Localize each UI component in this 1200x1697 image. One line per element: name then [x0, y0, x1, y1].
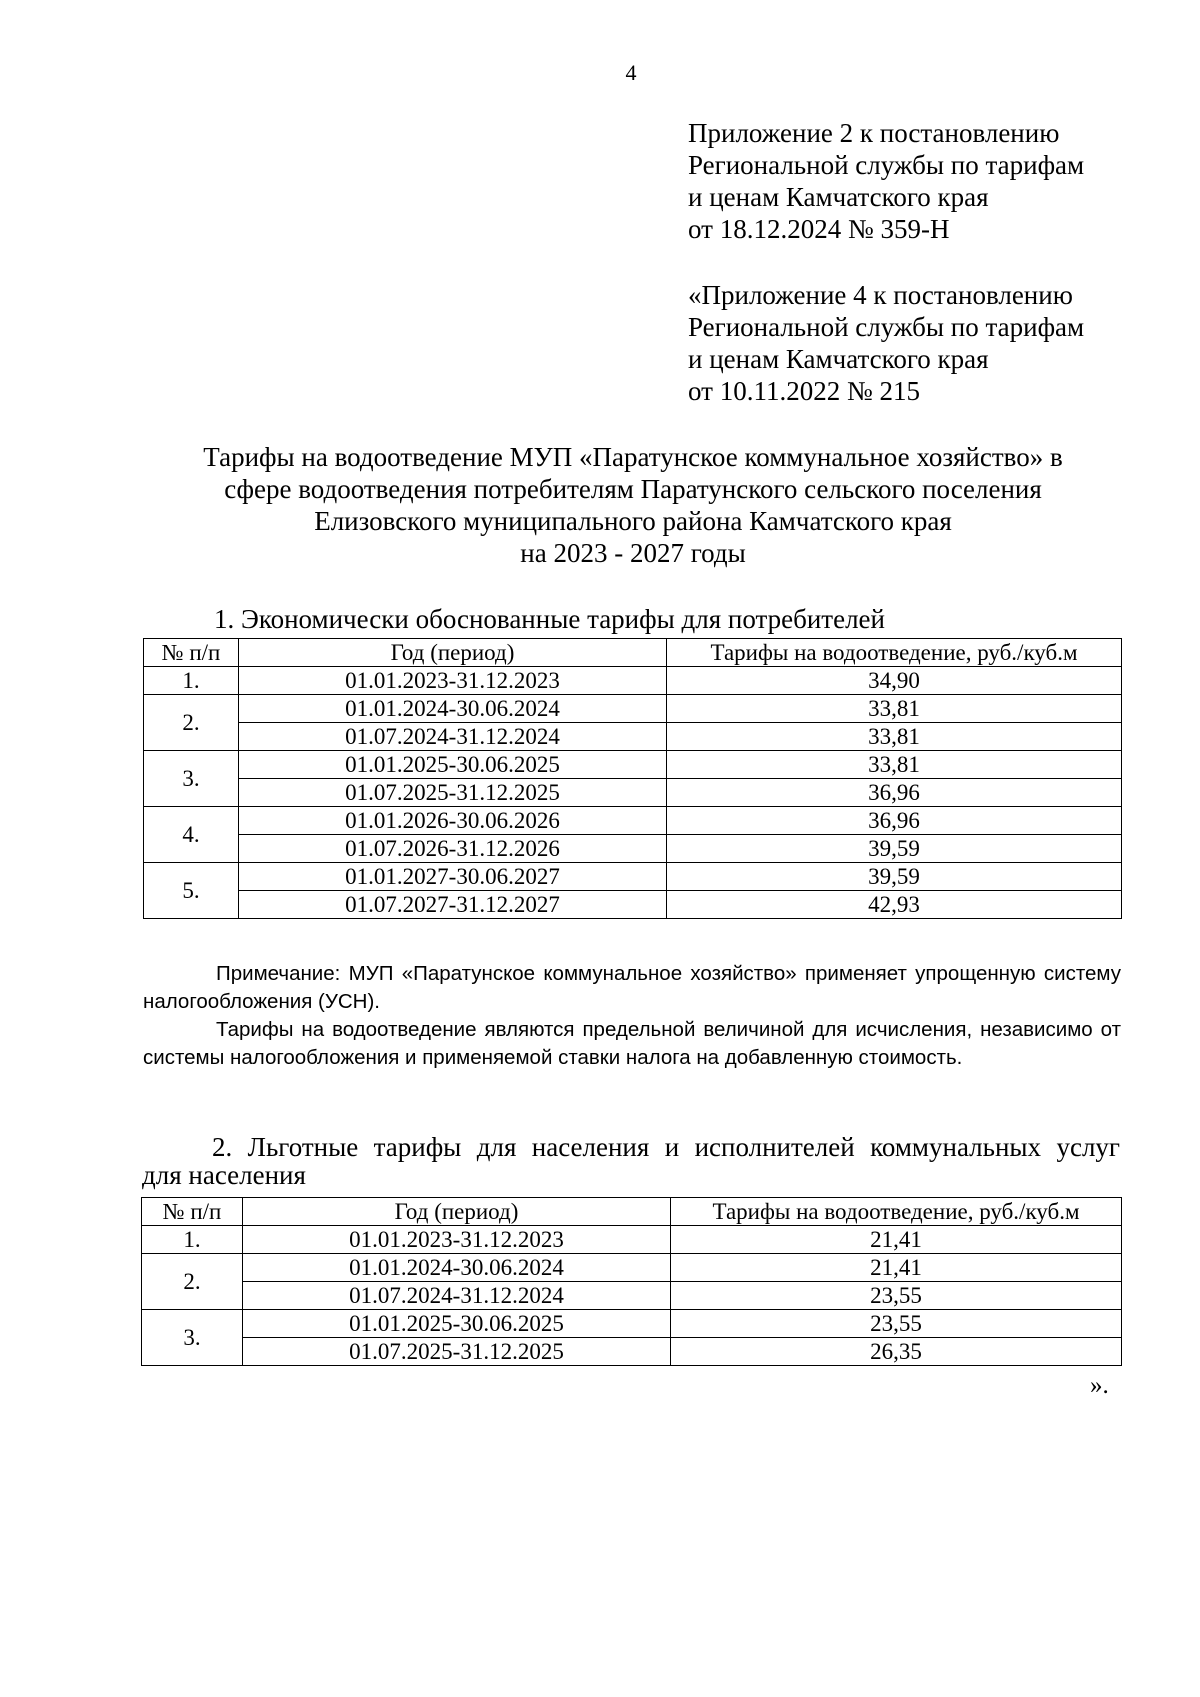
closing-quote: ». [1090, 1372, 1109, 1399]
tariff-cell: 21,41 [671, 1226, 1122, 1254]
appendix-reference-original [688, 279, 1084, 407]
table-row [144, 779, 1122, 807]
tariff-cell: 42,93 [667, 891, 1122, 919]
period-cell: 01.07.2025-31.12.2025 [239, 779, 667, 807]
period-cell: 01.01.2026-30.06.2026 [239, 807, 667, 835]
column-header-number: № п/п [142, 1198, 243, 1226]
appendix-line: и ценам Камчатского края [688, 344, 989, 374]
table-row [144, 723, 1122, 751]
row-number-cell: 5. [144, 863, 239, 919]
period-cell: 01.07.2024-31.12.2024 [243, 1282, 671, 1310]
tariff-cell: 21,41 [671, 1254, 1122, 1282]
table-row [142, 1338, 1122, 1366]
appendix-line: Региональной службы по тарифам [688, 150, 1085, 180]
table-row [144, 835, 1122, 863]
tariff-cell: 33,81 [667, 695, 1122, 723]
table-header-row [144, 639, 1122, 667]
row-number-cell: 2. [144, 695, 239, 751]
tariff-cell: 23,55 [671, 1282, 1122, 1310]
note-tariff-limit: Тарифы на водоотведение являются предельной величиной для исчисления, независимо от системы налогообложения и применяемой ставки налога на добавленную стоимость. [143, 1018, 1121, 1069]
tariff-cell: 33,81 [667, 751, 1122, 779]
column-header-number: № п/п [144, 639, 239, 667]
tariff-cell: 34,90 [667, 667, 1122, 695]
table-row [144, 695, 1122, 723]
title-line: на 2023 - 2027 годы [520, 538, 746, 568]
period-cell: 01.01.2024-30.06.2024 [239, 695, 667, 723]
tariff-cell: 36,96 [667, 807, 1122, 835]
period-cell: 01.01.2023-31.12.2023 [239, 667, 667, 695]
table-row [144, 751, 1122, 779]
appendix-reference-current [688, 117, 1084, 245]
table-header-row [142, 1198, 1122, 1226]
section-2-heading [142, 1132, 1120, 1190]
column-header-tariff: Тарифы на водоотведение, руб./куб.м [667, 639, 1122, 667]
appendix-line: Региональной службы по тарифам [688, 312, 1085, 342]
section-2-heading-line: 2. Льготные тарифы для населения и исполнителей коммунальных услуг [212, 1132, 1120, 1162]
table-row [144, 667, 1122, 695]
column-header-period: Год (период) [239, 639, 667, 667]
period-cell: 01.07.2024-31.12.2024 [239, 723, 667, 751]
section-1-heading: 1. Экономически обоснованные тарифы для потребителей [214, 604, 885, 634]
appendix-line: и ценам Камчатского края [688, 182, 989, 212]
appendix-line: от 10.11.2022 № 215 [688, 376, 920, 406]
table-row [142, 1254, 1122, 1282]
column-header-period: Год (период) [243, 1198, 671, 1226]
title-line: Тарифы на водоотведение МУП «Паратунское коммунальное хозяйство» в [203, 442, 1063, 472]
period-cell: 01.07.2027-31.12.2027 [239, 891, 667, 919]
period-cell: 01.07.2026-31.12.2026 [239, 835, 667, 863]
row-number-cell: 2. [142, 1254, 243, 1310]
title-line: сфере водоотведения потребителям Паратунского сельского поселения [224, 474, 1042, 504]
page-number: 4 [625, 60, 637, 85]
period-cell: 01.01.2023-31.12.2023 [243, 1226, 671, 1254]
row-number-cell: 3. [144, 751, 239, 807]
period-cell: 01.01.2025-30.06.2025 [239, 751, 667, 779]
tariff-cell: 23,55 [671, 1310, 1122, 1338]
row-number-cell: 4. [144, 807, 239, 863]
economic-tariffs-table [143, 638, 1122, 919]
table-row [142, 1310, 1122, 1338]
period-cell: 01.01.2025-30.06.2025 [243, 1310, 671, 1338]
row-number-cell: 3. [142, 1310, 243, 1366]
column-header-tariff: Тарифы на водоотведение, руб./куб.м [671, 1198, 1122, 1226]
section-2-heading-line: для населения [142, 1160, 306, 1190]
tariff-cell: 33,81 [667, 723, 1122, 751]
table-row [144, 807, 1122, 835]
row-number-cell: 1. [144, 667, 239, 695]
table-row [144, 863, 1122, 891]
document-title [143, 441, 1123, 569]
appendix-line: «Приложение 4 к постановлению [688, 280, 1073, 310]
title-line: Елизовского муниципального района Камчатского края [314, 506, 952, 536]
table-row [142, 1226, 1122, 1254]
tariff-cell: 39,59 [667, 835, 1122, 863]
appendix-line: от 18.12.2024 № 359-Н [688, 214, 950, 244]
period-cell: 01.01.2024-30.06.2024 [243, 1254, 671, 1282]
tariff-cell: 39,59 [667, 863, 1122, 891]
period-cell: 01.01.2027-30.06.2027 [239, 863, 667, 891]
appendix-line: Приложение 2 к постановлению [688, 118, 1060, 148]
preferential-tariffs-table [141, 1197, 1122, 1366]
tariff-cell: 26,35 [671, 1338, 1122, 1366]
tariff-cell: 36,96 [667, 779, 1122, 807]
notes-block [143, 960, 1121, 1072]
table-row [142, 1282, 1122, 1310]
table-row [144, 891, 1122, 919]
period-cell: 01.07.2025-31.12.2025 [243, 1338, 671, 1366]
note-tax-system: Примечание: МУП «Паратунское коммунальное хозяйство» применяет упрощенную систему налогообложения (УСН). [143, 962, 1121, 1013]
row-number-cell: 1. [142, 1226, 243, 1254]
